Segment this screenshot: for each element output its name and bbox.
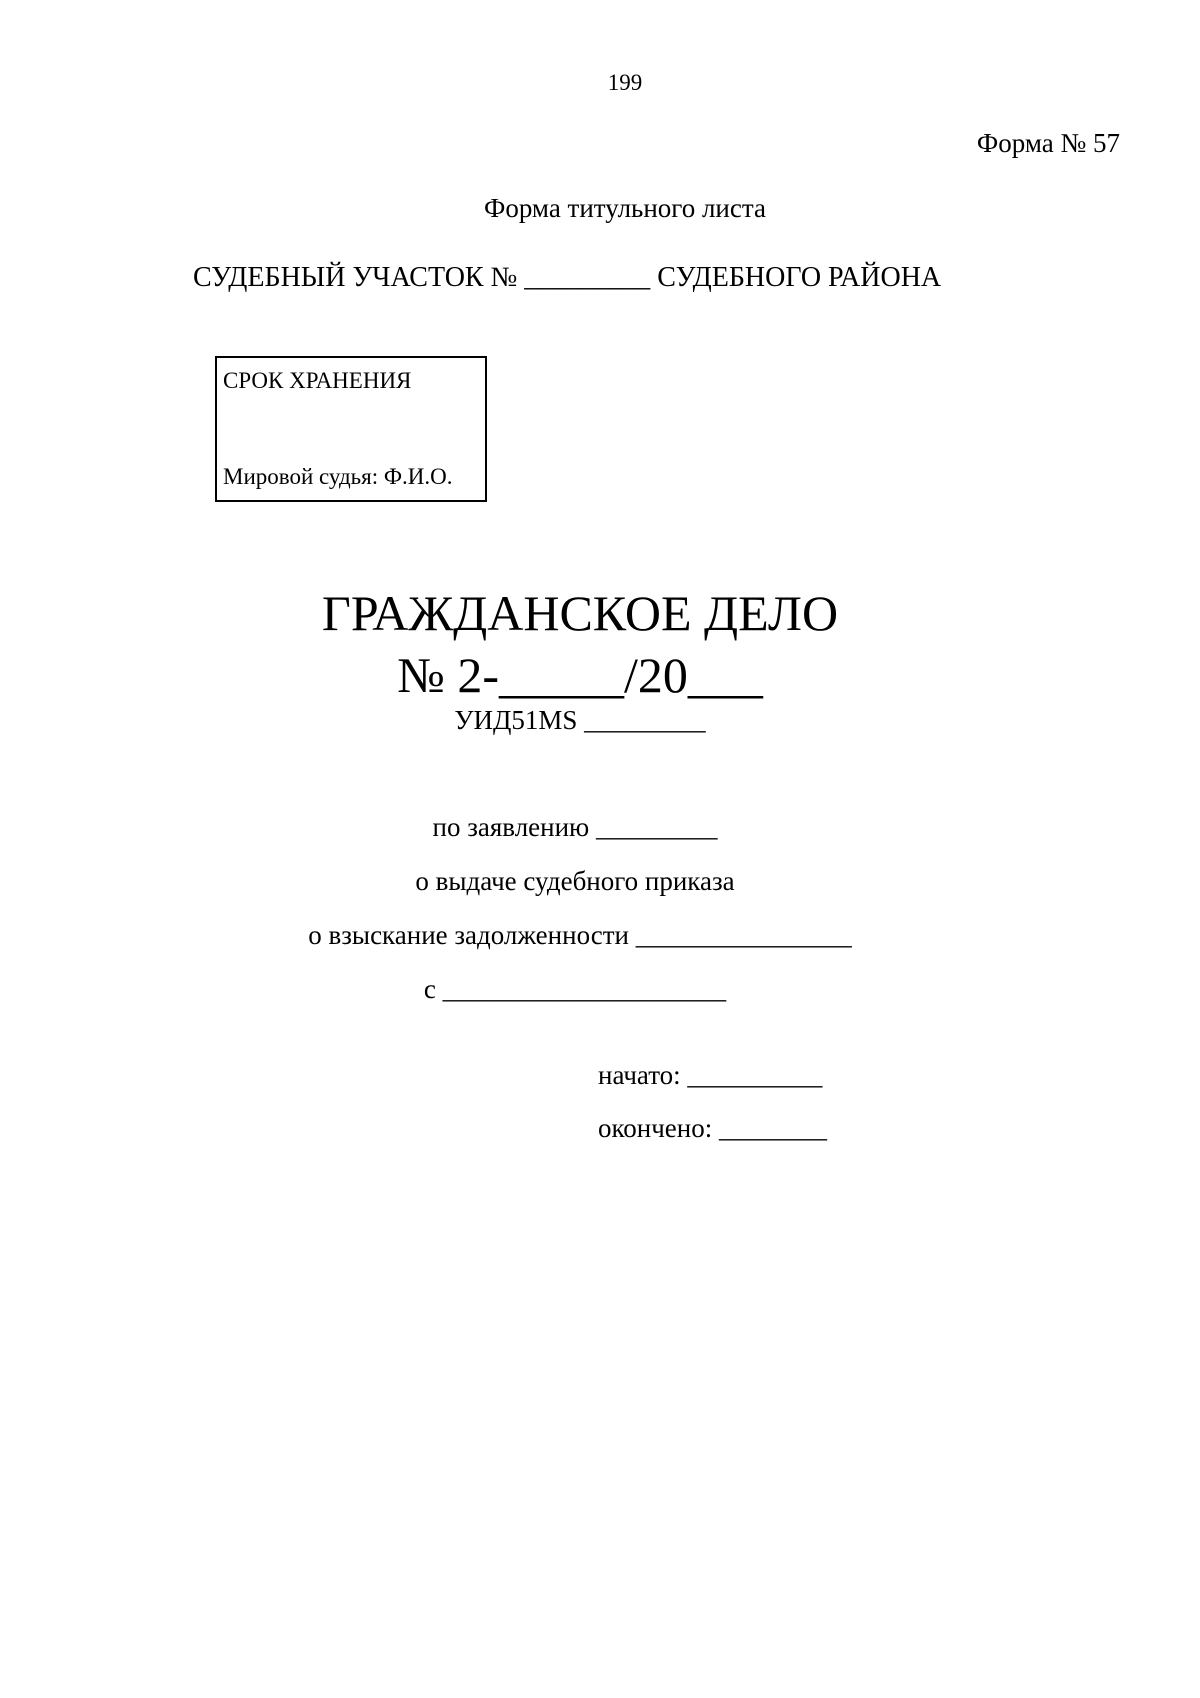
- judge-name-label: Мировой судья: Ф.И.О.: [223, 464, 453, 489]
- storage-period-box: [215, 356, 487, 502]
- case-title: ГРАЖДАНСКОЕ ДЕЛО: [321, 585, 839, 641]
- debt-recovery-line: о взыскание задолженности ________________: [308, 920, 852, 950]
- case-number: № 2-_____/20___: [397, 647, 763, 703]
- court-district-line: СУДЕБНЫЙ УЧАСТОК № _________ СУДЕБНОГО РАЙОНА: [193, 262, 942, 293]
- started-date-line: начато: __________: [598, 1060, 823, 1090]
- storage-period-label: СРОК ХРАНЕНИЯ: [223, 368, 412, 393]
- form-title: Форма титульного листа: [484, 193, 766, 223]
- court-order-line: о выдаче судебного приказа: [415, 866, 735, 896]
- case-uid: УИД51MS _________: [454, 705, 706, 735]
- finished-date-line: окончено: ________: [598, 1113, 827, 1143]
- form-number: Форма № 57: [976, 128, 1120, 158]
- statement-line: по заявлению _________: [432, 812, 718, 842]
- debtor-line: с _____________________: [423, 974, 727, 1004]
- page-number: 199: [607, 70, 643, 95]
